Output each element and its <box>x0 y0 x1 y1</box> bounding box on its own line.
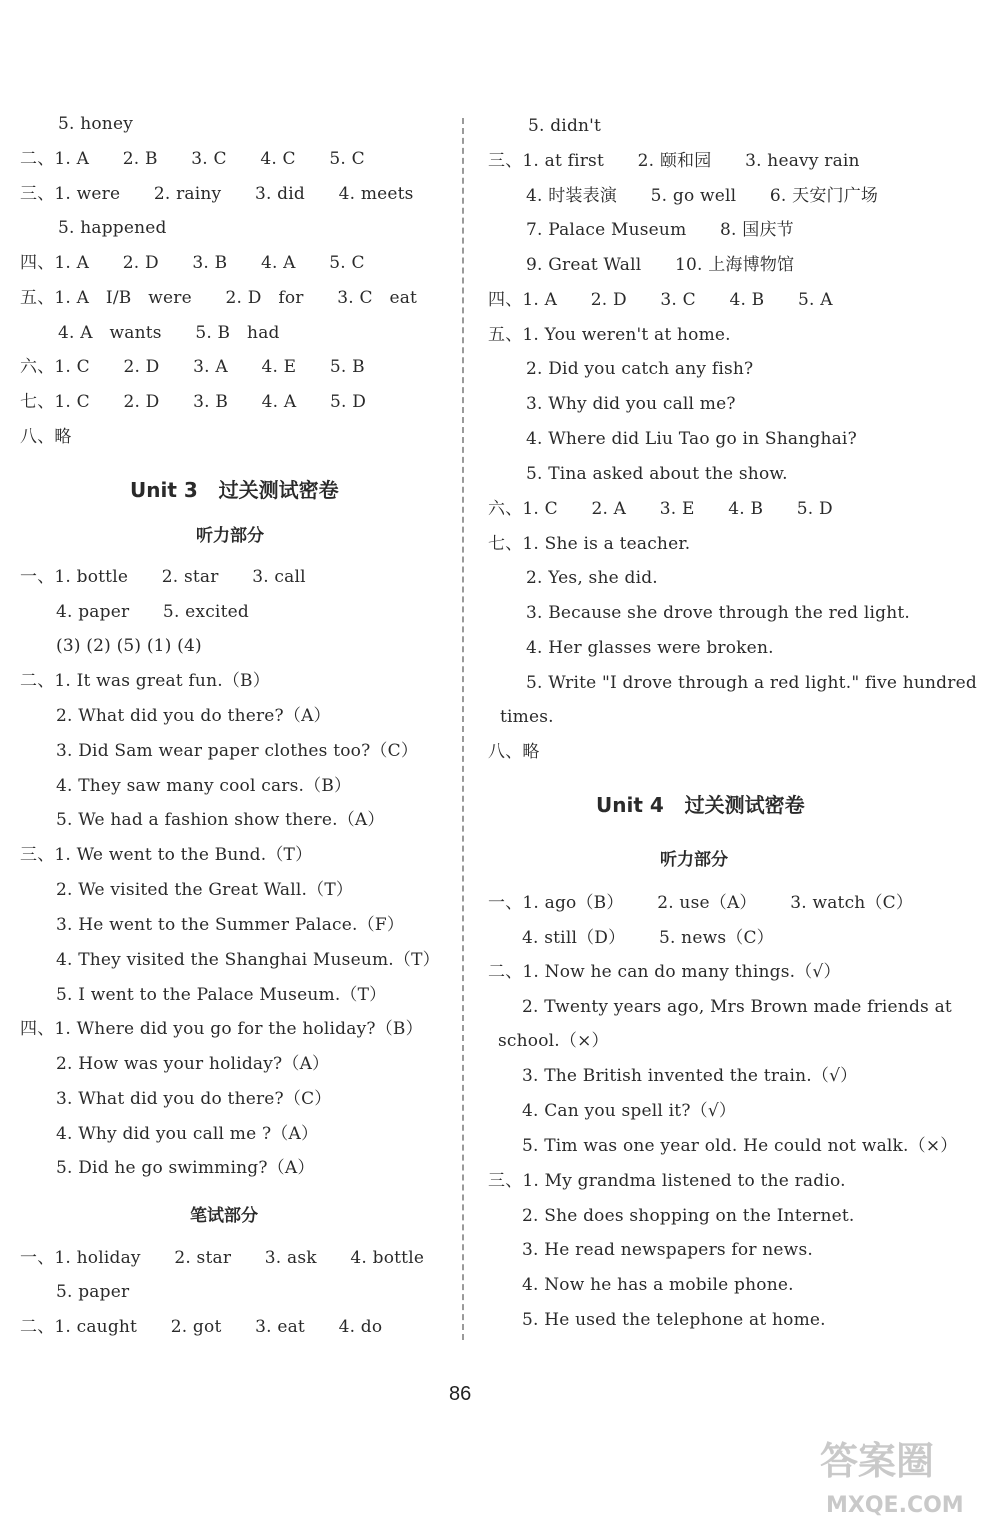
answer-line: 4. A wants 5. B had <box>58 323 280 343</box>
answer-line: 一、1. ago（B） 2. use（A） 3. watch（C） <box>488 893 914 913</box>
answer-line: 3. Why did you call me? <box>526 394 736 414</box>
answer-line: 四、1. A 2. D 3. C 4. B 5. A <box>488 290 833 310</box>
answer-line: 4. They visited the Shanghai Museum.（T） <box>56 950 440 970</box>
answer-line: 4. Where did Liu Tao go in Shanghai? <box>526 429 857 449</box>
answer-line: 七、1. C 2. D 3. B 4. A 5. D <box>20 392 367 412</box>
answer-line: 7. Palace Museum 8. 国庆节 <box>526 220 794 240</box>
answer-line: 2. Twenty years ago, Mrs Brown made friends at <box>522 997 952 1017</box>
answer-line: 五、1. A I/B were 2. D for 3. C eat <box>20 288 418 308</box>
answer-line: 3. He went to the Summer Palace.（F） <box>56 915 405 935</box>
answer-line: 4. Why did you call me ?（A） <box>56 1124 319 1144</box>
answer-line: 4. Now he has a mobile phone. <box>522 1275 794 1295</box>
answer-line: 三、1. My grandma listened to the radio. <box>488 1171 846 1191</box>
answer-line: 二、1. Now he can do many things.（√） <box>488 962 841 982</box>
answer-line: 八、略 <box>20 427 72 447</box>
answer-line: 2. She does shopping on the Internet. <box>522 1206 855 1226</box>
answer-line: 一、1. holiday 2. star 3. ask 4. bottle <box>20 1248 425 1268</box>
answer-line: 5. Write "I drove through a red light." five hundred <box>526 673 977 693</box>
unit-heading: Unit 3 过关测试密卷 <box>130 478 339 502</box>
answer-line: 4. Her glasses were broken. <box>526 638 774 658</box>
answer-line: 三、1. at first 2. 颐和园 3. heavy rain <box>488 151 860 171</box>
watermark-logo <box>816 1428 988 1520</box>
answer-line: 2. We visited the Great Wall.（T） <box>56 880 354 900</box>
answer-line: 一、1. bottle 2. star 3. call <box>20 567 306 587</box>
answer-line: 二、1. caught 2. got 3. eat 4. do <box>20 1317 383 1337</box>
answer-line: 2. Yes, she did. <box>526 568 658 588</box>
section-subheading: 听力部分 <box>196 526 264 546</box>
answer-line: 4. They saw many cool cars.（B） <box>56 776 352 796</box>
answer-line: 5. I went to the Palace Museum.（T） <box>56 985 387 1005</box>
answer-line: 3. He read newspapers for news. <box>522 1240 813 1260</box>
section-subheading: 听力部分 <box>660 850 728 870</box>
answer-line: times. <box>500 707 554 727</box>
answer-line: 七、1. She is a teacher. <box>488 534 691 554</box>
answer-line: 5. Tim was one year old. He could not walk.（×） <box>522 1136 958 1156</box>
answer-line: 4. still（D） 5. news（C） <box>522 928 774 948</box>
answer-line: 5. We had a fashion show there.（A） <box>56 810 385 830</box>
answer-line: 八、略 <box>488 742 540 762</box>
answer-line: 5. He used the telephone at home. <box>522 1310 826 1330</box>
answer-line: 5. happened <box>58 218 167 238</box>
watermark-text-bottom: MXQE.COM <box>826 1493 964 1518</box>
answer-line: 3. What did you do there?（C） <box>56 1089 332 1109</box>
answer-line: 4. Can you spell it?（√） <box>522 1101 737 1121</box>
answer-line: 四、1. Where did you go for the holiday?（B） <box>20 1019 423 1039</box>
answer-line: 二、1. It was great fun.（B） <box>20 671 270 691</box>
answer-line: 2. Did you catch any fish? <box>526 359 754 379</box>
answer-line: 六、1. C 2. D 3. A 4. E 5. B <box>20 357 365 377</box>
answer-line: (3) (2) (5) (1) (4) <box>56 636 202 656</box>
answer-line: school.（×） <box>498 1031 609 1051</box>
answer-line: 三、1. were 2. rainy 3. did 4. meets <box>20 184 414 204</box>
answer-line: 5. Tina asked about the show. <box>526 464 788 484</box>
section-subheading: 笔试部分 <box>190 1206 258 1226</box>
watermark-text-top: 答案圈 <box>820 1439 935 1483</box>
answer-line: 三、1. We went to the Bund.（T） <box>20 845 313 865</box>
answer-line: 五、1. You weren't at home. <box>488 325 731 345</box>
answer-line: 2. What did you do there?（A） <box>56 706 331 726</box>
answer-line: 3. The British invented the train.（√） <box>522 1066 858 1086</box>
answer-line: 二、1. A 2. B 3. C 4. C 5. C <box>20 149 365 169</box>
answer-line: 2. How was your holiday?（A） <box>56 1054 330 1074</box>
answer-line: 5. didn't <box>528 116 602 136</box>
unit-heading: Unit 4 过关测试密卷 <box>596 793 805 817</box>
answer-line: 5. paper <box>56 1282 130 1302</box>
answer-line: 4. paper 5. excited <box>56 602 249 622</box>
answer-line: 5. honey <box>58 114 134 134</box>
page-number: 86 <box>449 1383 472 1405</box>
answer-line: 5. Did he go swimming?（A） <box>56 1158 315 1178</box>
column-divider <box>462 118 464 1340</box>
answer-line: 3. Because she drove through the red light. <box>526 603 911 623</box>
answer-line: 六、1. C 2. A 3. E 4. B 5. D <box>488 499 833 519</box>
answer-line: 9. Great Wall 10. 上海博物馆 <box>526 255 795 275</box>
answer-line: 四、1. A 2. D 3. B 4. A 5. C <box>20 253 365 273</box>
answer-line: 4. 时装表演 5. go well 6. 天安门广场 <box>526 186 879 206</box>
answer-line: 3. Did Sam wear paper clothes too?（C） <box>56 741 419 761</box>
